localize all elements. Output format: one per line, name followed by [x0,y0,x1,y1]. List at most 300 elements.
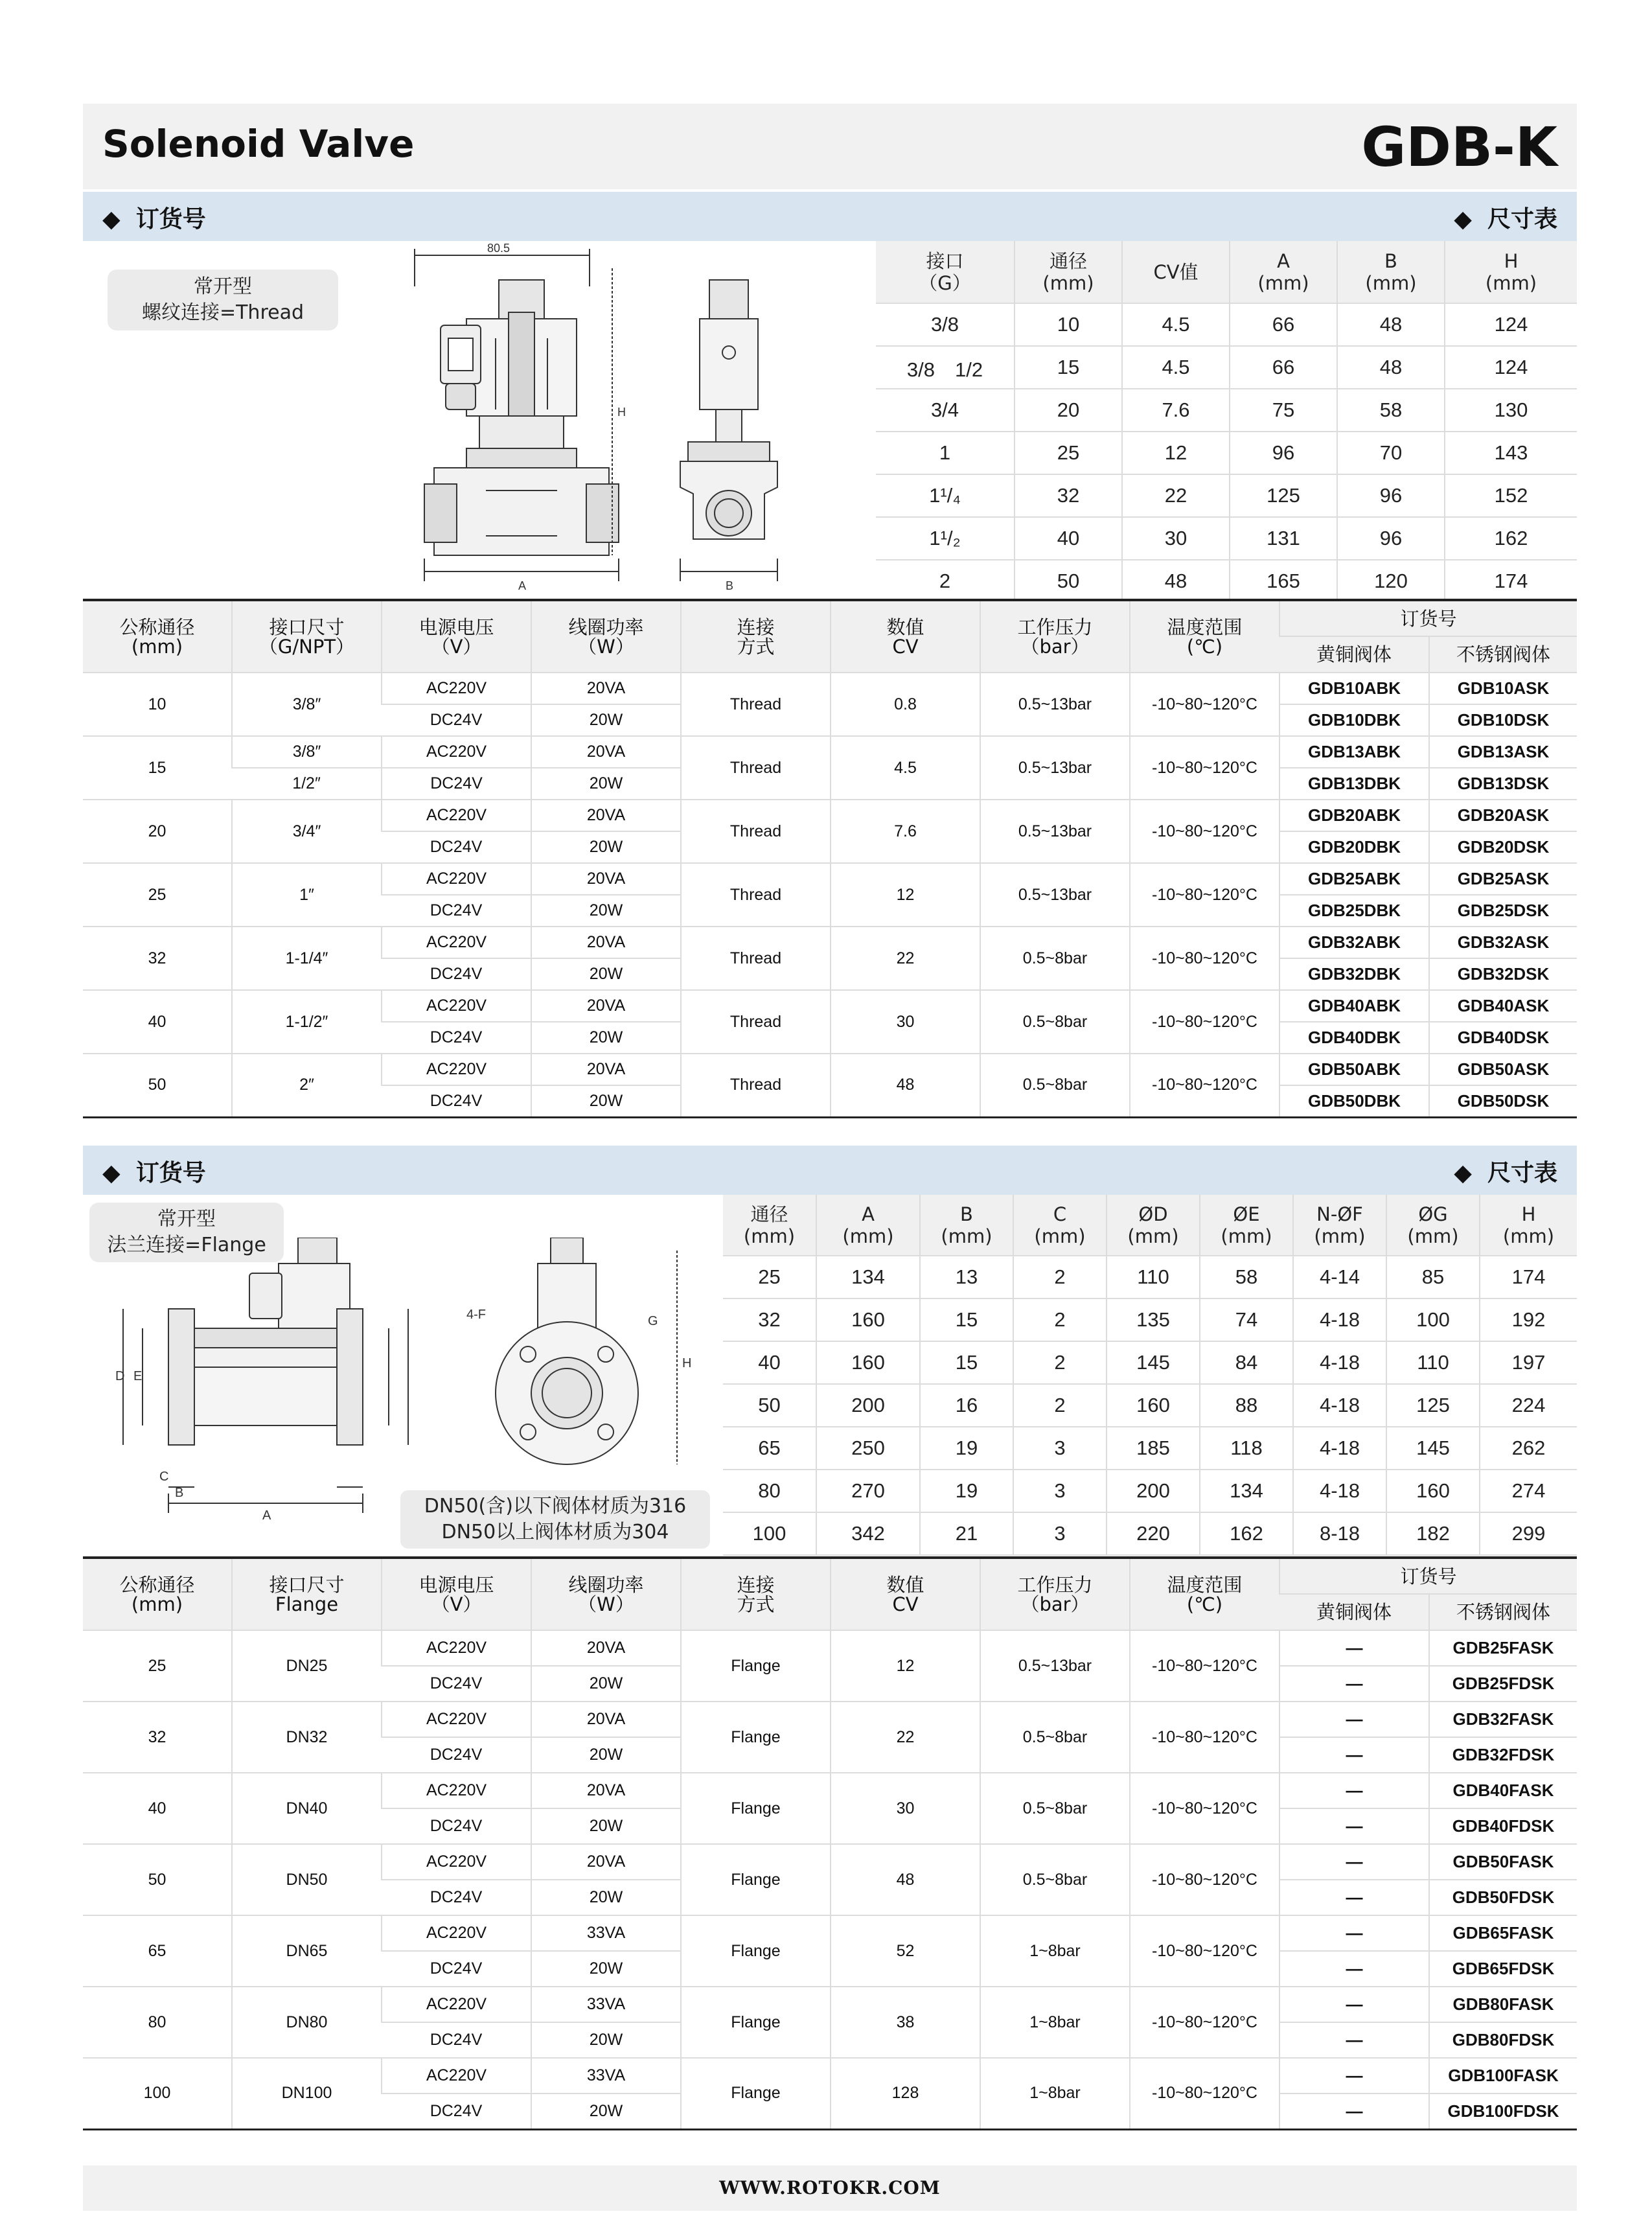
cv-value: 48 [831,1844,980,1915]
stainless-order-code: GDB20ASK [1429,800,1577,831]
bar-left-label [102,1155,206,1188]
stainless-order-code: GDB10DSK [1429,704,1577,736]
header-line: 接口尺寸 [269,616,345,638]
connection-type: Thread [681,800,831,863]
table-cell: 48 [1337,303,1445,346]
column-header-port [232,600,382,673]
table-cell: 3 [1013,1470,1107,1512]
header-line: (mm) [1365,271,1417,294]
temperature-range: -10~80~120°C [1130,927,1279,990]
table-row [83,990,1577,1022]
dim-g-label: G [648,1314,658,1328]
table-cell: 4-18 [1293,1298,1386,1341]
port-size: DN32 [232,1702,382,1773]
column-header-dn [83,600,232,673]
working-pressure: 0.5~8bar [980,1702,1130,1773]
table-row [83,927,1577,958]
table-row [876,346,1577,389]
header-line: 方式 [737,1593,775,1615]
voltage: AC220V [382,1630,531,1666]
website-url: WWW.ROTOKR.COM [719,2177,941,2198]
table-cell: 30 [1122,517,1230,560]
table-cell: 1¹/₂ [876,517,1015,560]
temperature-range: -10~80~120°C [1130,1844,1279,1915]
header-line: N-ØF [1316,1203,1363,1225]
header-line: (mm) [1407,1225,1459,1247]
coil-power: 20W [531,1951,681,1987]
header-line: (mm) [131,1593,183,1615]
column-header-cv [831,1558,980,1630]
temperature-range: -10~80~120°C [1130,1702,1279,1773]
coil-power: 20W [531,1666,681,1702]
column-header [1200,1195,1293,1256]
connection-type: Flange [681,1915,831,1987]
temperature-range: -10~80~120°C [1130,990,1279,1054]
connection-type: Flange [681,1773,831,1844]
badge-type: 常开型 [157,1208,216,1230]
cv-value: 38 [831,1987,980,2058]
column-header-dn [83,1558,232,1630]
port-size: 2″ [232,1054,382,1117]
material-note-line2: DN50以上阀体材质为304 [441,1521,669,1543]
dim-a-label: A [262,1508,271,1523]
nominal-diameter: 25 [83,863,232,927]
coil-power: 20VA [531,1702,681,1737]
brass-order-code: GDB32ABK [1279,927,1429,958]
column-header-cv [831,600,980,673]
voltage: DC24V [382,2094,531,2129]
brass-order-code: — [1279,1951,1429,1987]
coil-power: 33VA [531,1987,681,2022]
bar-right-label [1454,1155,1557,1188]
dim-d-label: D [115,1369,125,1383]
table-cell: 13 [920,1256,1013,1298]
table-row [83,863,1577,895]
table-cell: 20 [1015,389,1122,432]
thread-valve-svg [389,241,868,594]
table-cell: 84 [1200,1341,1293,1384]
coil-power: 20W [531,1737,681,1773]
stainless-order-code: GDB40FASK [1429,1773,1577,1808]
table-cell: 182 [1386,1512,1480,1555]
flange-dimension-table [723,1195,1577,1556]
column-header-voltage [382,1558,531,1630]
table-cell: 130 [1445,389,1577,432]
bar-left-label [102,201,206,234]
header-line: 公称通径 [119,1573,195,1596]
voltage: DC24V [382,1022,531,1054]
table-cell: 2 [876,560,1015,603]
port-size: DN50 [232,1844,382,1915]
table-row [876,389,1577,432]
coil-power: 20VA [531,673,681,704]
page-footer [83,2165,1577,2211]
brass-order-code: — [1279,2094,1429,2129]
table-cell: 48 [1122,560,1230,603]
coil-power: 20W [531,1085,681,1117]
connection-type: Flange [681,1844,831,1915]
cv-value: 128 [831,2058,980,2129]
table-cell: 58 [1337,389,1445,432]
table-cell: 131 [1230,517,1337,560]
table-cell: 40 [1015,517,1122,560]
cv-value: 30 [831,1773,980,1844]
connection-type: Flange [681,1630,831,1702]
stainless-order-code: GDB10ASK [1429,673,1577,704]
table-header-row [723,1195,1577,1256]
brass-order-code: GDB10ABK [1279,673,1429,704]
table-row [83,800,1577,831]
coil-power: 20W [531,1880,681,1915]
header-line: (mm) [743,1225,796,1247]
stainless-order-code: GDB13ASK [1429,736,1577,768]
voltage: DC24V [382,1808,531,1844]
header-line: (mm) [1034,1225,1086,1247]
cv-value: 7.6 [831,800,980,863]
stainless-order-code: GDB32FASK [1429,1702,1577,1737]
header-line: 通径 [750,1203,788,1225]
table-cell: 32 [1015,474,1122,517]
header-line: ØE [1233,1203,1260,1225]
page-title: Solenoid Valve [102,122,415,166]
table-cell: 8-18 [1293,1512,1386,1555]
table-cell: 299 [1480,1512,1577,1555]
nominal-diameter: 32 [83,927,232,990]
port-size: 3/8″ [232,673,382,736]
table-row [876,303,1577,346]
table-cell: 160 [1107,1384,1200,1427]
temperature-range: -10~80~120°C [1130,863,1279,927]
connection-type: Thread [681,927,831,990]
coil-power: 20VA [531,1844,681,1880]
table-cell: 165 [1230,560,1337,603]
coil-power: 33VA [531,1915,681,1951]
table-cell: 40 [723,1341,816,1384]
dim-b-label: B [175,1486,184,1500]
table-cell: 96 [1337,474,1445,517]
stainless-order-code: GDB80FDSK [1429,2022,1577,2058]
table-row [83,736,1577,768]
table-cell: 32 [723,1298,816,1341]
header-line: A [1277,249,1290,272]
dim-a-label: A [518,579,527,592]
section-bar-thread [83,192,1577,241]
table-row [723,1341,1577,1384]
brass-order-code: GDB25ABK [1279,863,1429,895]
working-pressure: 0.5~8bar [980,990,1130,1054]
stainless-order-code: GDB65FDSK [1429,1951,1577,1987]
working-pressure: 0.5~13bar [980,736,1130,800]
table-row [83,2058,1577,2094]
table-cell: 3 [1013,1512,1107,1555]
table-cell: 7.6 [1122,389,1230,432]
nominal-diameter: 20 [83,800,232,863]
column-header-order-no: 订货号 [1279,1558,1577,1594]
brass-order-code: GDB25DBK [1279,895,1429,927]
thread-dimension-table [876,241,1577,603]
dim-width-label: 80.5 [487,242,511,255]
column-header-brass: 黄铜阀体 [1279,636,1429,673]
cv-value: 4.5 [831,736,980,800]
stainless-order-code: GDB100FASK [1429,2058,1577,2094]
type-badge-thread [108,270,338,330]
voltage: DC24V [382,958,531,990]
table-cell: 174 [1480,1256,1577,1298]
table-cell: 88 [1200,1384,1293,1427]
brass-order-code: — [1279,2058,1429,2094]
coil-power: 20W [531,768,681,800]
table-header-row [83,600,1577,636]
dimension-table-heading: 尺寸表 [1487,1160,1557,1186]
header-line: H [1521,1203,1536,1225]
temperature-range: -10~80~120°C [1130,800,1279,863]
header-line: 温度范围 [1167,616,1243,638]
nominal-diameter: 40 [83,1773,232,1844]
table-cell: 110 [1107,1256,1200,1298]
stainless-order-code: GDB25DSK [1429,895,1577,927]
brass-order-code: GDB13DBK [1279,768,1429,800]
stainless-order-code: GDB25FDSK [1429,1666,1577,1702]
cv-value: 22 [831,1702,980,1773]
table-cell: 3/8 [876,303,1015,346]
working-pressure: 0.5~8bar [980,927,1130,990]
section-bar-flange [83,1146,1577,1195]
table-cell: 15 [1015,346,1122,389]
column-header-pressure [980,1558,1130,1630]
nominal-diameter: 40 [83,990,232,1054]
table-cell: 4-18 [1293,1427,1386,1470]
brass-order-code: — [1279,1630,1429,1666]
header-line: （G/NPT） [258,635,355,658]
brass-order-code: — [1279,1987,1429,2022]
column-header-port [232,1558,382,1630]
header-line: 连接 [737,1573,775,1596]
diamond-icon: ◆ [1454,1160,1472,1186]
nominal-diameter: 15 [83,736,232,800]
table-cell: 4-14 [1293,1256,1386,1298]
voltage: AC220V [382,863,531,895]
table-cell: 274 [1480,1470,1577,1512]
brass-order-code: — [1279,1737,1429,1773]
working-pressure: 1~8bar [980,2058,1130,2129]
port-size: DN40 [232,1773,382,1844]
table-cell: 12 [1122,432,1230,474]
header-line: (℃) [1186,635,1223,658]
nominal-diameter: 50 [83,1054,232,1117]
voltage: AC220V [382,927,531,958]
table-cell: 80 [723,1470,816,1512]
header-line: B [1384,249,1397,272]
column-header [876,241,1015,303]
table-cell: 15 [920,1298,1013,1341]
table-cell: 250 [816,1427,920,1470]
coil-power: 20VA [531,1054,681,1085]
brass-order-code: GDB50DBK [1279,1085,1429,1117]
table-cell: 65 [723,1427,816,1470]
header-line: 工作压力 [1017,1573,1093,1596]
table-row [83,1054,1577,1085]
working-pressure: 1~8bar [980,1915,1130,1987]
nominal-diameter: 50 [83,1844,232,1915]
dimension-table-heading: 尺寸表 [1487,206,1557,233]
port-size: 1-1/2″ [232,990,382,1054]
table-row [83,1987,1577,2022]
brass-order-code: — [1279,1702,1429,1737]
table-cell: 270 [816,1470,920,1512]
header-line: H [1504,249,1519,272]
stainless-order-code: GDB65FASK [1429,1915,1577,1951]
material-note [400,1490,710,1549]
table-cell: 143 [1445,432,1577,474]
dim-b-label: B [726,579,734,592]
temperature-range: -10~80~120°C [1130,1915,1279,1987]
table-cell: 152 [1445,474,1577,517]
table-row [723,1427,1577,1470]
table-cell: 100 [1386,1298,1480,1341]
column-header-brass: 黄铜阀体 [1279,1594,1429,1630]
stainless-order-code: GDB13DSK [1429,768,1577,800]
column-header-voltage [382,600,531,673]
voltage: DC24V [382,2022,531,2058]
table-cell: 224 [1480,1384,1577,1427]
table-cell: 200 [816,1384,920,1427]
voltage: AC220V [382,1773,531,1808]
column-header [1230,241,1337,303]
header-line: ØG [1418,1203,1448,1225]
flange-order-table [83,1556,1577,2130]
cv-value: 22 [831,927,980,990]
cv-value: 0.8 [831,673,980,736]
bar-right-label [1454,201,1557,234]
table-cell: 160 [1386,1470,1480,1512]
table-cell: 3 [1013,1427,1107,1470]
table-row [83,1630,1577,1666]
table-row [876,474,1577,517]
table-cell: 70 [1337,432,1445,474]
table-cell: 162 [1200,1512,1293,1555]
table-row [83,1773,1577,1808]
dim-h-label: H [617,406,626,419]
voltage: AC220V [382,1702,531,1737]
coil-power: 20W [531,2022,681,2058]
header-line: 线圈功率 [568,1573,644,1596]
column-header [1122,241,1230,303]
cv-value: 52 [831,1915,980,1987]
working-pressure: 1~8bar [980,1987,1130,2058]
header-line: （G） [919,271,971,294]
table-cell: 4-18 [1293,1384,1386,1427]
nominal-diameter: 25 [83,1630,232,1702]
table-header-row [876,241,1577,303]
table-cell: 4-18 [1293,1470,1386,1512]
order-number-heading: 订货号 [135,206,206,233]
brass-order-code: GDB40DBK [1279,1022,1429,1054]
table-cell: 1¹/₄ [876,474,1015,517]
diamond-icon: ◆ [102,1160,120,1186]
stainless-order-code: GDB20DSK [1429,831,1577,863]
table-cell: 262 [1480,1427,1577,1470]
header-line: 通径 [1049,249,1087,272]
table-cell: 124 [1445,346,1577,389]
coil-power: 20W [531,2094,681,2129]
column-header [723,1195,816,1256]
voltage: DC24V [382,1880,531,1915]
table-cell: 21 [920,1512,1013,1555]
table-row [723,1256,1577,1298]
badge-connection: 螺纹连接=Thread [141,301,304,324]
brass-order-code: — [1279,1915,1429,1951]
table-cell: 16 [920,1384,1013,1427]
nominal-diameter: 80 [83,1987,232,2058]
working-pressure: 0.5~8bar [980,1773,1130,1844]
header-line: (℃) [1186,1593,1223,1615]
column-header-power [531,600,681,673]
column-header [920,1195,1013,1256]
table-row [876,432,1577,474]
stainless-order-code: GDB100FDSK [1429,2094,1577,2129]
header-line: 接口尺寸 [269,1573,345,1596]
table-cell: 25 [723,1256,816,1298]
column-header [1015,241,1122,303]
header-line: (mm) [1485,271,1537,294]
header-line: 线圈功率 [568,616,644,638]
port-size: 1/2″ [232,768,382,800]
page-header [83,104,1577,189]
header-line: （W） [578,1593,634,1615]
table-cell: 197 [1480,1341,1577,1384]
stainless-order-code: GDB32FDSK [1429,1737,1577,1773]
table-cell: 19 [920,1427,1013,1470]
working-pressure: 0.5~13bar [980,1630,1130,1702]
order-number-heading: 订货号 [135,1160,206,1186]
header-line: (mm) [1502,1225,1555,1247]
brass-order-code: GDB50ABK [1279,1054,1429,1085]
voltage: AC220V [382,673,531,704]
table-cell: 85 [1386,1256,1480,1298]
voltage: DC24V [382,895,531,927]
header-line: （V） [431,635,482,658]
table-cell: 2 [1013,1298,1107,1341]
header-line: 电源电压 [419,616,494,638]
header-line: Flange [275,1593,339,1615]
brass-order-code: — [1279,1844,1429,1880]
table-cell: 3/8 1/2 [876,346,1015,389]
temperature-range: -10~80~120°C [1130,1987,1279,2058]
header-line: 连接 [737,616,775,638]
port-size: DN80 [232,1987,382,2058]
working-pressure: 0.5~8bar [980,1844,1130,1915]
column-header [1337,241,1445,303]
column-header-order-no: 订货号 [1279,600,1577,636]
table-cell: 96 [1230,432,1337,474]
header-line: CV [892,1593,919,1615]
header-line: B [960,1203,973,1225]
nominal-diameter: 32 [83,1702,232,1773]
stainless-order-code: GDB40DSK [1429,1022,1577,1054]
working-pressure: 0.5~13bar [980,673,1130,736]
port-size: DN65 [232,1915,382,1987]
temperature-range: -10~80~120°C [1130,736,1279,800]
table-cell: 160 [816,1298,920,1341]
coil-power: 20W [531,704,681,736]
voltage: AC220V [382,1844,531,1880]
coil-power: 20W [531,895,681,927]
nominal-diameter: 65 [83,1915,232,1987]
coil-power: 20VA [531,927,681,958]
table-cell: 66 [1230,346,1337,389]
header-line: (mm) [1221,1225,1272,1247]
cv-value: 48 [831,1054,980,1117]
